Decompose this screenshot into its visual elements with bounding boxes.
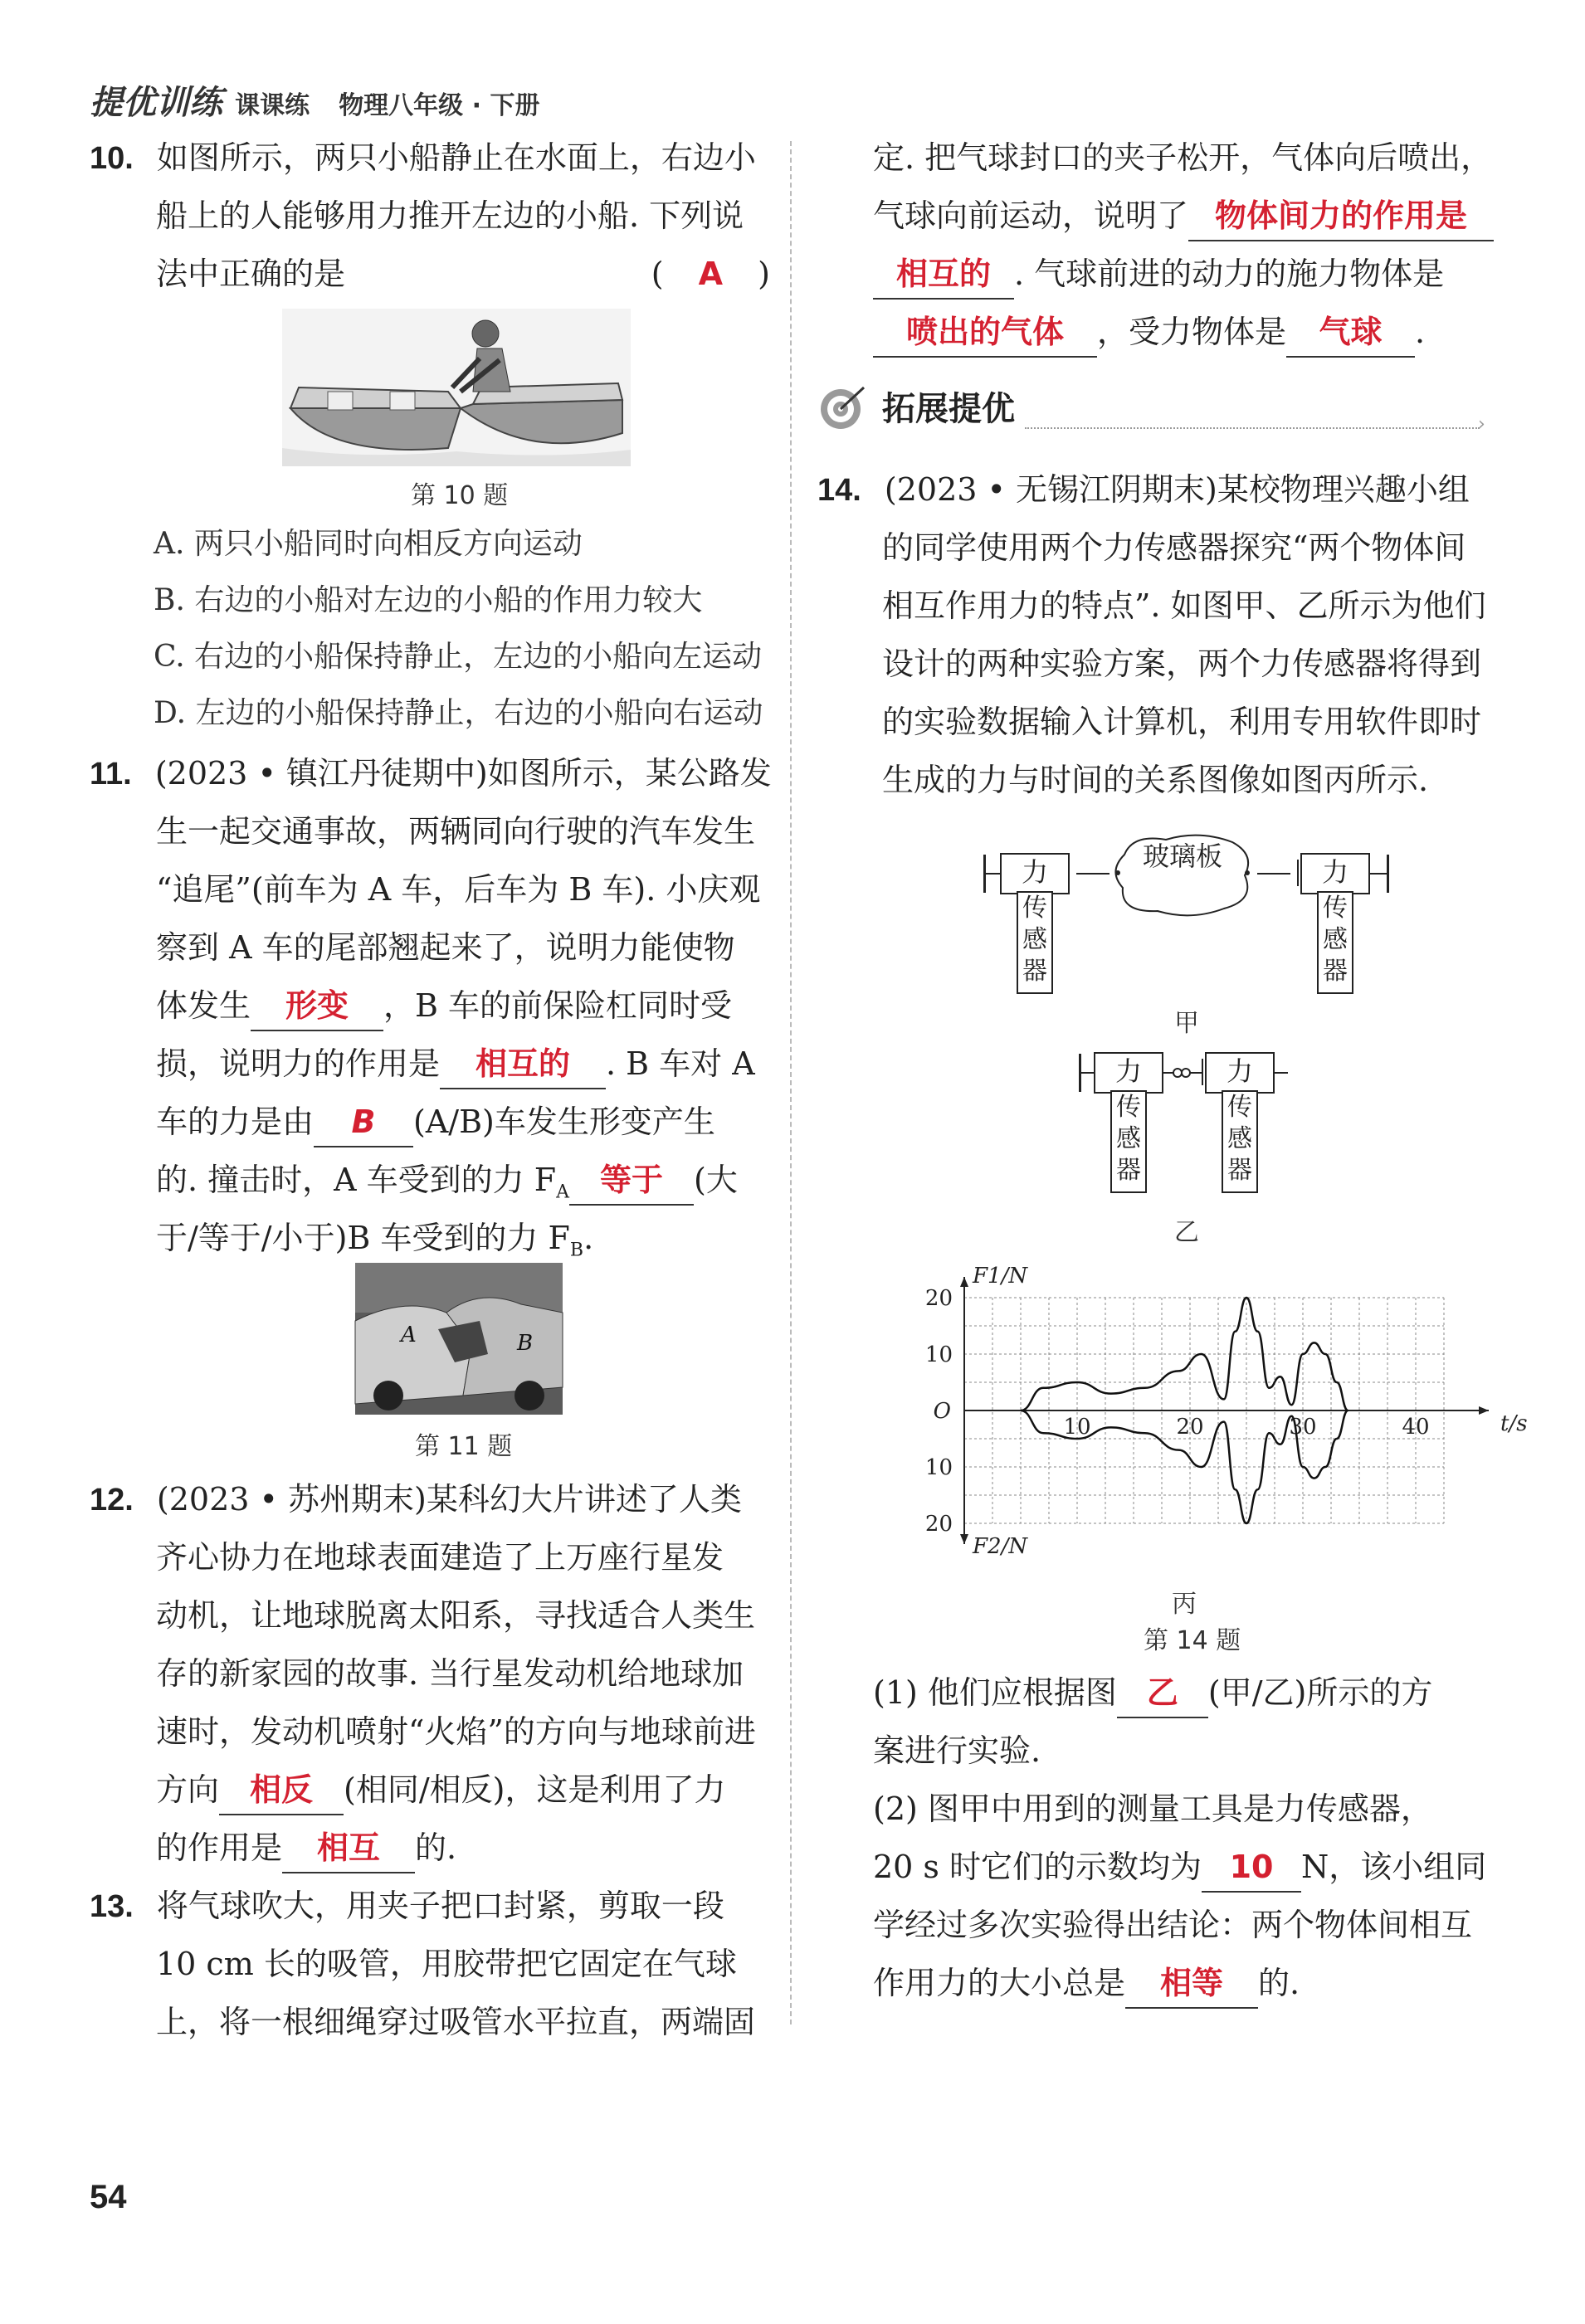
q14-p2-text-d: 的. <box>1258 1965 1300 2001</box>
q14-p2-text-b: N，该小组同 <box>1301 1849 1487 1885</box>
x-axis-label: t/s <box>1500 1411 1528 1436</box>
x-tick-label: 10 <box>1063 1415 1091 1440</box>
fig-yi-label: 乙 <box>1174 1218 1199 1247</box>
left-rod <box>983 873 1000 875</box>
q12-blank-1 <box>219 1766 344 1815</box>
subject-name: 物理八年级 · 下册 <box>339 91 540 120</box>
q14-line6: 生成的力与时间的关系图像如图丙所示. <box>882 762 1429 798</box>
q14-blank-2 <box>1202 1843 1301 1893</box>
yi-left-rod <box>1079 1072 1094 1074</box>
x-tick-label: 30 <box>1289 1415 1317 1440</box>
q12-line6 <box>156 1761 725 1819</box>
q14-answer-1: 乙 <box>1146 1674 1178 1711</box>
sensor-right-jia-text: 传感器 <box>1323 894 1348 986</box>
q11-line6 <box>156 1035 755 1093</box>
q11-text-6a: 损，说明力的作用是 <box>156 1045 441 1082</box>
q12-line5: 速时，发动机喷射“火焰”的方向与地球前进 <box>156 1713 756 1750</box>
q11-line3: “追尾”(前车为 A 车，后车为 B 车). 小庆观 <box>156 871 761 908</box>
column-divider <box>790 141 792 2024</box>
q12-text-1: (2023 • 苏州期末)某科幻大片讲述了人类 <box>156 1481 742 1518</box>
q14-p1-line2: 案进行实验. <box>873 1732 1041 1769</box>
photo-label-a: A <box>401 1323 417 1347</box>
q11-caption: 第 11 题 <box>415 1432 513 1461</box>
q11-answer-2: 相互的 <box>476 1045 571 1082</box>
q14-p1-text-a: (1) 他们应根据图 <box>873 1674 1117 1711</box>
q13-line3: 上，将一根细绳穿过吸管水平拉直，两端固 <box>156 2004 756 2040</box>
q10-number: 10. <box>90 141 134 176</box>
q13-answer-3: 气球 <box>1319 314 1383 350</box>
q12-blank-2 <box>282 1824 415 1873</box>
q12-answer-2: 相互 <box>317 1829 381 1866</box>
q10-line1 <box>90 129 756 188</box>
q12-text-7a: 的作用是 <box>156 1829 283 1866</box>
fig-bing-label: 丙 <box>1172 1590 1197 1619</box>
q14-caption: 第 14 题 <box>1144 1626 1241 1655</box>
q14-answer-2: 10 <box>1229 1849 1274 1885</box>
y-axis-arrow-down <box>960 1534 968 1544</box>
q10-text-1: 如图所示，两只小船静止在水面上，右边小 <box>156 139 756 176</box>
y-tick-label-bottom: 20 <box>924 1512 953 1537</box>
yi-hooks <box>1163 1062 1202 1084</box>
q13-text-7-end: . <box>1415 314 1426 350</box>
q11-blank-2 <box>440 1040 606 1089</box>
q13-text-1: 将气球吹大，用夹子把口封紧，剪取一段 <box>156 1888 724 1924</box>
series-name: 课课练 <box>235 91 310 120</box>
section-title: 拓展提优 <box>882 390 1015 428</box>
q11-line4: 察到 A 车的尾部翘起来了，说明力能使物 <box>156 929 735 966</box>
q10-line3 <box>156 245 770 303</box>
car-crash-photo <box>355 1263 563 1415</box>
page-number: 54 <box>90 2179 127 2215</box>
right-hook <box>1297 860 1299 886</box>
q11-answer-4: 等于 <box>600 1162 664 1198</box>
photo-label-b: B <box>517 1331 534 1356</box>
q14-p2-text-c: 作用力的大小总是 <box>873 1965 1126 2001</box>
q11-text-8a: 的. 撞击时，A 车受到的力 F <box>156 1162 557 1198</box>
figure-yi <box>1079 1052 1303 1201</box>
chart-axes <box>960 1277 1489 1544</box>
chevron-right-icon: › <box>1478 414 1485 435</box>
y-tick-label-top: 20 <box>924 1286 953 1311</box>
sensor-left-yi-label: 力 <box>1114 1055 1142 1087</box>
q11-text-6b: . B 车对 A <box>606 1045 755 1082</box>
y-tick-label-top: 10 <box>924 1342 953 1367</box>
sensor-right-yi-label: 力 <box>1226 1055 1253 1087</box>
q12-number: 12. <box>90 1483 134 1518</box>
q12-line2: 齐心协力在地球表面建造了上万座行星发 <box>156 1539 724 1576</box>
q14-p1-text-b: (甲/乙)所示的方 <box>1207 1674 1433 1711</box>
q13-line6 <box>873 245 1444 303</box>
q13-answer-1a: 物体间力的作用是 <box>1215 197 1468 234</box>
q12-line3: 动机，让地球脱离太阳系，寻找适合人类生 <box>156 1597 756 1634</box>
origin-label: O <box>933 1399 951 1424</box>
sensor-right-yi-text: 传感器 <box>1227 1093 1252 1185</box>
right-string <box>1257 873 1290 875</box>
q13-answer-1b: 相互的 <box>895 256 991 292</box>
q13-line1 <box>90 1877 724 1936</box>
q11-text-9-end: . <box>583 1220 594 1256</box>
q12-line1 <box>90 1470 742 1529</box>
q10-option-b: B. 右边的小船对左边的小船的作用力较大 <box>154 583 703 617</box>
q13-blank-2 <box>873 308 1097 358</box>
right-rod <box>1368 873 1387 875</box>
q10-option-a: A. 两只小船同时向相反方向运动 <box>154 527 583 561</box>
q10-line2: 船上的人能够用力推开左边的小船. 下列说 <box>156 197 744 234</box>
q13-text-7: ，受力物体是 <box>1097 314 1287 350</box>
sensor-left-yi-text: 传感器 <box>1116 1093 1141 1185</box>
q14-line2: 的同学使用两个力传感器探究“两个物体间 <box>882 529 1466 566</box>
target-icon <box>817 384 869 431</box>
q14-text-1: (2023 • 无锡江阴期末)某校物理兴趣小组 <box>884 471 1470 508</box>
boats-illustration <box>282 309 631 466</box>
q11-answer-1: 形变 <box>285 987 349 1024</box>
q13-answer-2: 喷出的气体 <box>905 314 1064 350</box>
q14-blank-1 <box>1117 1669 1208 1718</box>
q14-p2-line4 <box>873 1954 1300 2012</box>
q11-blank-4 <box>569 1156 694 1206</box>
q12-answer-1: 相反 <box>250 1771 314 1808</box>
y-axis-label-top: F1/N <box>973 1264 1028 1289</box>
q12-line7 <box>156 1819 456 1877</box>
q13-text-5a: 气球向前运动，说明了 <box>873 197 1189 234</box>
q11-line2: 生一起交通事故，两辆同向行驶的汽车发生 <box>156 813 756 850</box>
q12-text-6a: 方向 <box>156 1771 220 1808</box>
q11-text-5a: 体发生 <box>156 987 251 1024</box>
q11-text-5b: ，B 车的前保险杠同时受 <box>383 987 733 1024</box>
q13-line5 <box>873 187 1494 245</box>
x-tick-label: 40 <box>1402 1415 1430 1440</box>
q13-blank-1a <box>1188 192 1494 241</box>
header <box>90 76 540 122</box>
q13-line2: 10 cm 长的吸管，用胶带把它固定在气球 <box>156 1946 737 1982</box>
q14-answer-3: 相等 <box>1160 1965 1224 2001</box>
q11-sub-b: B <box>569 1240 584 1261</box>
q12-text-6b: (相同/相反)，这是利用了力 <box>344 1771 726 1808</box>
fig-jia-label: 甲 <box>1174 1009 1199 1038</box>
glass-plate-label: 玻璃板 <box>1142 840 1222 872</box>
q12-line4: 存的新家园的故事. 当行星发动机给地球加 <box>156 1655 744 1692</box>
q13-number: 13. <box>90 1889 134 1924</box>
q14-p1-line1 <box>873 1664 1432 1722</box>
q11-number: 11. <box>90 757 132 792</box>
q10-paren-close: ) <box>758 256 770 292</box>
yi-right-rod <box>1273 1072 1288 1074</box>
q11-text-9: 于/等于/小于)B 车受到的力 F <box>156 1220 570 1256</box>
q11-blank-3 <box>314 1098 413 1147</box>
q12-text-7b: 的. <box>415 1829 457 1866</box>
q11-text-8b: (大 <box>694 1162 738 1198</box>
q11-line1 <box>90 744 772 803</box>
section-divider <box>1025 427 1480 429</box>
q11-text-1: (2023 • 镇江丹徒期中)如图所示，某公路发 <box>154 755 772 792</box>
y-axis-arrow-up <box>960 1277 968 1287</box>
q13-line4: 定. 把气球封口的夹子松开，气体向后喷出， <box>873 139 1493 176</box>
q11-line5 <box>156 977 732 1035</box>
q11-text-7b: (A/B)车发生形变产生 <box>413 1104 715 1140</box>
q14-p2-text-a: 20 s 时它们的示数均为 <box>873 1849 1202 1885</box>
q14-line1 <box>817 460 1470 519</box>
figure-jia <box>983 830 1390 1021</box>
q10-text-3: 法中正确的是 <box>156 256 346 292</box>
q11-blank-1 <box>251 982 383 1031</box>
q13-blank-3 <box>1286 308 1415 358</box>
left-string <box>1076 873 1110 875</box>
q10-answer: A <box>698 256 724 292</box>
x-axis-arrow <box>1479 1406 1489 1415</box>
q11-text-7a: 车的力是由 <box>156 1104 315 1140</box>
sensor-left-jia-text: 传感器 <box>1022 894 1047 986</box>
y-tick-label-bottom: 10 <box>924 1455 953 1480</box>
yi-hook-right <box>1202 1059 1203 1085</box>
q14-line4: 设计的两种实验方案，两个力传感器将得到 <box>882 646 1482 682</box>
q10-option-c: C. 右边的小船保持静止，左边的小船向左运动 <box>154 640 763 674</box>
x-tick-label: 20 <box>1176 1415 1204 1440</box>
q10-answer-paren <box>651 245 770 303</box>
section-header <box>817 378 1491 436</box>
y-axis-label-bottom: F2/N <box>973 1534 1028 1559</box>
q11-answer-3: B <box>351 1104 376 1140</box>
q14-line5: 的实验数据输入计算机，利用专用软件即时 <box>882 704 1482 740</box>
q11-sub-a: A <box>556 1181 570 1203</box>
q14-blank-3 <box>1125 1959 1258 2009</box>
q10-paren-open: ( <box>651 256 664 292</box>
right-wall <box>1387 855 1389 893</box>
left-hook <box>1068 860 1070 886</box>
q13-text-6: . 气球前进的动力的施力物体是 <box>1014 256 1445 292</box>
q10-caption: 第 10 题 <box>411 481 509 510</box>
q14-p2-line2 <box>873 1838 1486 1896</box>
q13-line7 <box>873 303 1425 361</box>
q14-p2-line3: 学经过多次实验得出结论：两个物体间相互 <box>873 1907 1473 1943</box>
sensor-left-jia-label: 力 <box>1021 856 1048 888</box>
brand-title: 提优训练 <box>90 84 222 122</box>
q14-number: 14. <box>817 473 861 508</box>
q10-option-d: D. 左边的小船保持静止，右边的小船向右运动 <box>154 696 763 730</box>
force-time-chart <box>896 1245 1528 1576</box>
q14-p2-line1: (2) 图甲中用到的测量工具是力传感器， <box>873 1791 1432 1827</box>
q14-line3: 相互作用力的特点”. 如图甲、乙所示为他们 <box>882 587 1486 624</box>
sensor-right-jia-label: 力 <box>1321 856 1348 888</box>
q11-line7 <box>156 1093 715 1151</box>
q13-blank-1b <box>873 250 1014 300</box>
